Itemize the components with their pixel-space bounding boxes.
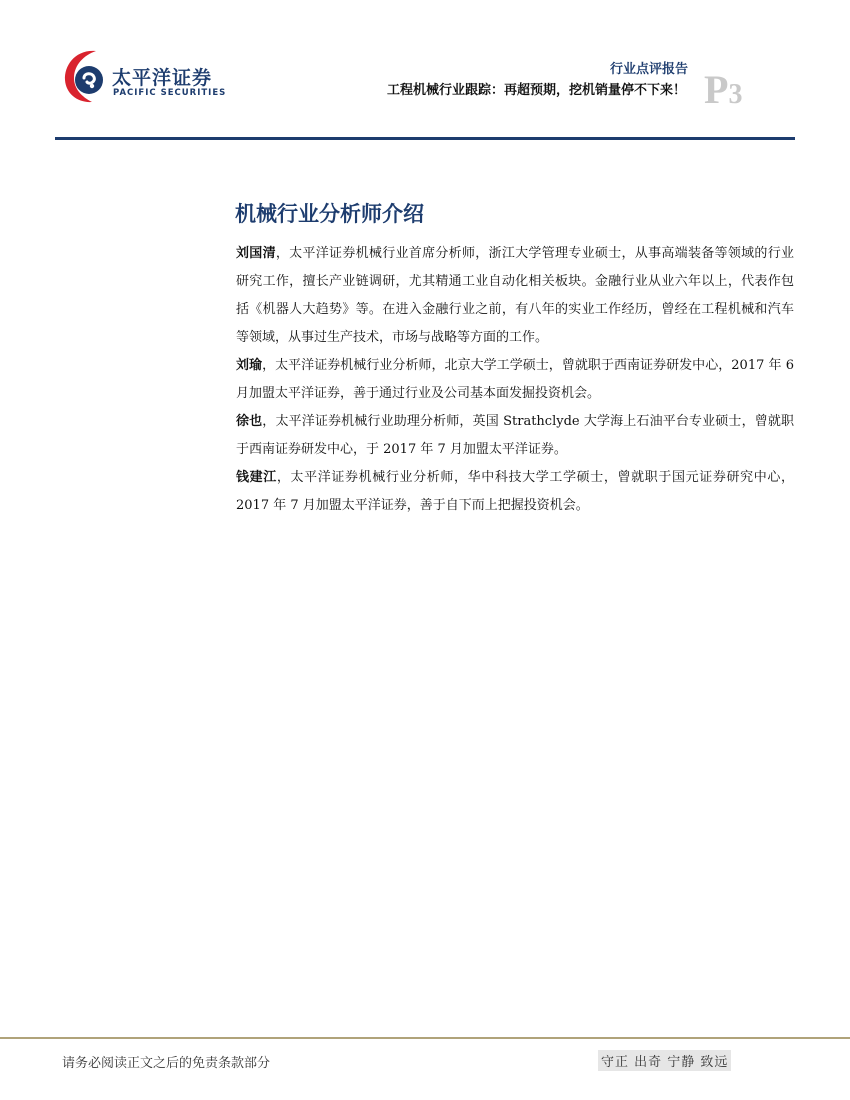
logo-chinese-name: 太平洋证券 — [112, 67, 213, 89]
analyst-bio — [236, 408, 794, 464]
analyst-name: 刘国清 — [236, 246, 276, 261]
pacific-securities-logo-icon — [62, 47, 114, 105]
analyst-bio — [236, 352, 794, 408]
analyst-description: ，太平洋证券机械行业首席分析师，浙江大学管理专业硕士，从事高端装备等领域的行业研究工作，擅长产业链调研，尤其精通工业自动化相关板块。金融行业从业六年以上，代表作包括《机器人大趋势》等。在进入金融行业之前，有八年的实业工作经历，曾经在工程机械和汽车等领域，从事过生产技术，市场与战略等方面的工作。 — [236, 246, 794, 345]
analyst-name: 钱建江 — [236, 470, 277, 485]
page-number — [704, 67, 743, 112]
report-type-label: 行业点评报告 — [609, 62, 688, 77]
analyst-name: 徐也 — [236, 414, 263, 429]
analyst-description: ，太平洋证券机械行业分析师，北京大学工学硕士，曾就职于西南证券研发中心，2017 年 6 月加盟太平洋证券，善于通过行业及公司基本面发掘投资机会。 — [236, 358, 794, 401]
analyst-description: ，太平洋证券机械行业助理分析师，英国 Strathclyde 大学海上石油平台专业硕士，曾就职于西南证券研发中心，于 2017 年 7 月加盟太平洋证券。 — [236, 414, 794, 457]
page-prefix: P — [704, 67, 729, 112]
page-number-value: 3 — [728, 79, 743, 110]
footer-motto: 守正 出奇 宁静 致远 — [598, 1050, 731, 1071]
footer-disclaimer: 请务必阅读正文之后的免责条款部分 — [62, 1056, 271, 1071]
analyst-bios — [236, 240, 794, 520]
company-logo — [62, 47, 232, 107]
analyst-bio — [236, 464, 794, 520]
footer-divider — [0, 1037, 850, 1039]
logo-english-name: PACIFIC SECURITIES — [113, 88, 227, 98]
analyst-bio — [236, 240, 794, 352]
report-title: 工程机械行业跟踪：再超预期，挖机销量停不下来！ — [386, 83, 686, 98]
header-divider — [55, 137, 795, 140]
section-title: 机械行业分析师介绍 — [235, 202, 424, 226]
analyst-name: 刘瑜 — [236, 358, 263, 373]
analyst-description: ，太平洋证券机械行业分析师，华中科技大学工学硕士，曾就职于国元证券研究中心，2017 年 7 月加盟太平洋证券，善于自下而上把握投资机会。 — [236, 470, 794, 513]
